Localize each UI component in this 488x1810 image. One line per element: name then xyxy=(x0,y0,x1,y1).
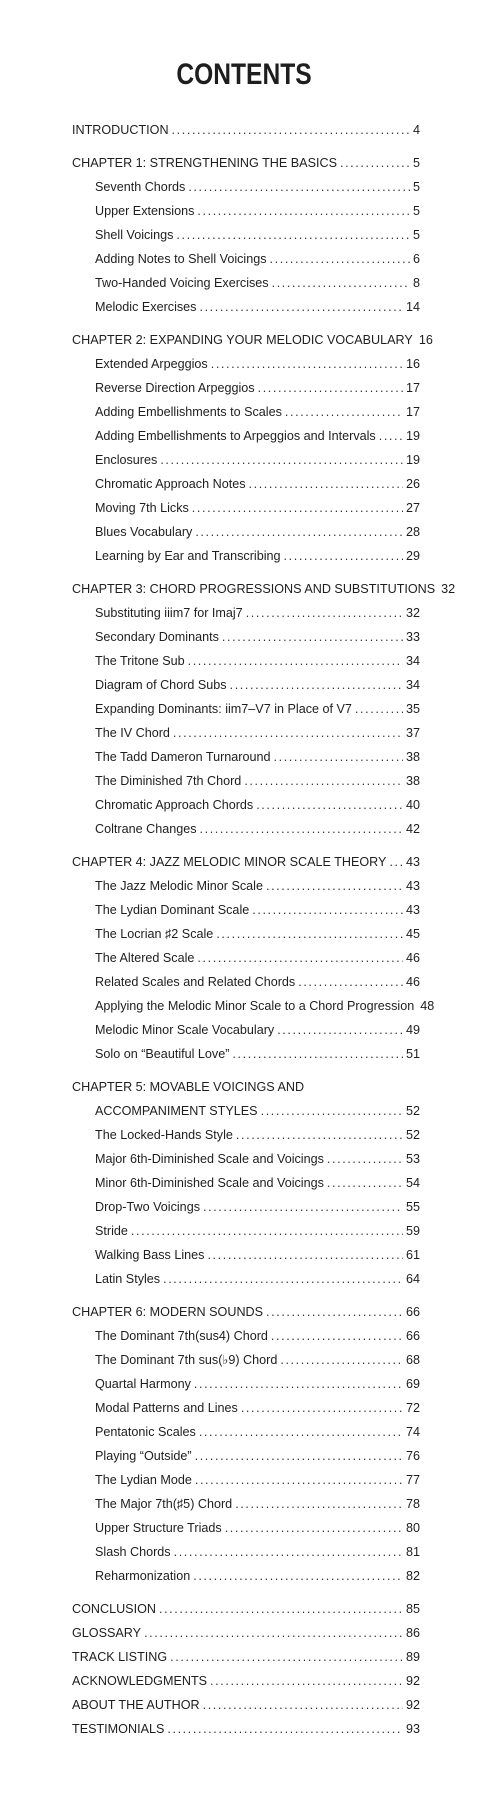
dot-leader xyxy=(188,649,403,673)
toc-subentry[interactable] xyxy=(72,745,420,769)
dot-leader xyxy=(210,1669,403,1693)
toc-page-number: 43 xyxy=(405,903,420,917)
toc-page-number: 64 xyxy=(405,1272,420,1286)
toc-entry-title: Stride xyxy=(95,1224,128,1238)
toc-page-number: 5 xyxy=(412,228,420,242)
toc-page-number: 66 xyxy=(405,1305,420,1319)
toc-page-number: 34 xyxy=(405,678,420,692)
toc-page-number: 59 xyxy=(405,1224,420,1238)
toc-subentry[interactable] xyxy=(72,247,420,271)
toc-entry-title: ABOUT THE AUTHOR xyxy=(72,1698,200,1712)
dot-leader xyxy=(340,151,410,175)
dot-leader xyxy=(173,721,403,745)
dot-leader xyxy=(216,922,403,946)
toc-page-number: 33 xyxy=(405,630,420,644)
toc-subentry[interactable] xyxy=(72,1324,420,1348)
toc-section xyxy=(72,1300,420,1588)
toc-subentry[interactable] xyxy=(72,352,420,376)
toc-page-number: 43 xyxy=(405,855,420,869)
toc-entry-title: Expanding Dominants: iim7–V7 in Place of V7 xyxy=(95,702,352,716)
toc-page-number: 16 xyxy=(418,333,433,347)
toc-entry-title: Moving 7th Licks xyxy=(95,501,189,515)
toc-section xyxy=(72,577,456,841)
toc-subentry[interactable] xyxy=(72,223,420,247)
dot-leader xyxy=(258,376,403,400)
toc-heading-entry[interactable] xyxy=(72,1717,420,1741)
toc-entry-title: The Altered Scale xyxy=(95,951,195,965)
dot-leader xyxy=(197,946,403,970)
dot-leader xyxy=(284,544,403,568)
toc-subentry[interactable] xyxy=(72,199,420,223)
toc-subentry[interactable] xyxy=(72,1564,420,1588)
toc-entry-title: The Dominant 7th(sus4) Chord xyxy=(95,1329,268,1343)
toc-entry-title: The Locrian ♯2 Scale xyxy=(95,927,214,941)
toc-entry-title: Walking Bass Lines xyxy=(95,1248,205,1262)
dot-leader xyxy=(266,1300,403,1324)
toc-page-number: 69 xyxy=(405,1377,420,1391)
toc-entry-title: TESTIMONIALS xyxy=(72,1722,165,1736)
toc-entry-title: CHAPTER 3: CHORD PROGRESSIONS AND SUBSTITUTIONS xyxy=(72,582,436,596)
toc-entry-title: INTRODUCTION xyxy=(72,123,169,137)
dot-leader xyxy=(232,1042,403,1066)
toc-page-number: 92 xyxy=(405,1674,420,1688)
toc-page-number: 52 xyxy=(405,1104,420,1118)
toc-page-number: 61 xyxy=(405,1248,420,1262)
toc-entry-title: The Tadd Dameron Turnaround xyxy=(95,750,271,764)
toc-heading-entry[interactable] xyxy=(72,118,420,142)
toc-entry-title: Slash Chords xyxy=(95,1545,171,1559)
dot-leader xyxy=(160,448,403,472)
toc-subentry[interactable] xyxy=(72,520,420,544)
toc-entry-title: Secondary Dominants xyxy=(95,630,219,644)
toc-page-number: 72 xyxy=(405,1401,420,1415)
dot-leader xyxy=(252,898,403,922)
toc-page-number: 38 xyxy=(405,774,420,788)
toc-subentry[interactable] xyxy=(72,793,420,817)
toc-subentry[interactable] xyxy=(72,1171,420,1195)
toc-entry-title: Chromatic Approach Chords xyxy=(95,798,254,812)
dot-leader xyxy=(176,223,410,247)
toc-subentry[interactable] xyxy=(72,697,420,721)
toc-entry-title: ACKNOWLEDGMENTS xyxy=(72,1674,208,1688)
dot-leader xyxy=(188,175,410,199)
toc-entry-title: The Locked-Hands Style xyxy=(95,1128,233,1142)
toc-entry-title: Diagram of Chord Subs xyxy=(95,678,227,692)
toc-entry-title: CHAPTER 6: MODERN SOUNDS xyxy=(72,1305,264,1319)
toc-entry-title: The Dominant 7th sus(♭9) Chord xyxy=(95,1353,278,1367)
toc-page-number: 76 xyxy=(405,1449,420,1463)
dot-leader xyxy=(163,1267,403,1291)
toc-page-number: 80 xyxy=(405,1521,420,1535)
dot-leader xyxy=(195,1468,403,1492)
dot-leader xyxy=(230,673,403,697)
toc-entry-title: Adding Notes to Shell Voicings xyxy=(95,252,267,266)
dot-leader xyxy=(249,472,403,496)
toc-entry-title: The Jazz Melodic Minor Scale xyxy=(95,879,263,893)
toc-entry-title: Drop-Two Voicings xyxy=(95,1200,200,1214)
toc-entry-title: Chromatic Approach Notes xyxy=(95,477,246,491)
toc-subentry[interactable] xyxy=(72,1147,420,1171)
toc-entry-title: Quartal Harmony xyxy=(95,1377,191,1391)
dot-leader xyxy=(298,970,403,994)
toc-entry-title: Playing “Outside” xyxy=(95,1449,192,1463)
toc-page-number: 4 xyxy=(412,123,420,137)
dot-leader xyxy=(355,697,403,721)
toc-subentry[interactable] xyxy=(72,1372,420,1396)
toc-heading-entry[interactable] xyxy=(72,328,433,352)
dot-leader xyxy=(222,625,403,649)
dot-leader xyxy=(266,874,403,898)
toc-subentry[interactable] xyxy=(72,472,420,496)
toc-entry-title: Reharmonization xyxy=(95,1569,191,1583)
toc-entry-title: Solo on “Beautiful Love” xyxy=(95,1047,230,1061)
toc-entry-title: Upper Structure Triads xyxy=(95,1521,222,1535)
toc-entry-title: Melodic Exercises xyxy=(95,300,197,314)
toc-entry-title: CHAPTER 5: MOVABLE VOICINGS AND xyxy=(72,1080,305,1094)
toc-entry-title: TRACK LISTING xyxy=(72,1650,168,1664)
dot-leader xyxy=(199,1420,403,1444)
toc-subentry[interactable] xyxy=(72,376,420,400)
toc-entry-title: Melodic Minor Scale Vocabulary xyxy=(95,1023,275,1037)
toc-subentry[interactable] xyxy=(72,175,420,199)
toc-subentry[interactable] xyxy=(72,1396,420,1420)
toc-heading-entry[interactable] xyxy=(72,1669,420,1693)
dot-leader xyxy=(246,601,403,625)
toc-page-number: 40 xyxy=(405,798,420,812)
toc-page-number: 78 xyxy=(405,1497,420,1511)
toc-page-number: 37 xyxy=(405,726,420,740)
toc-page-number: 49 xyxy=(405,1023,420,1037)
dot-leader xyxy=(277,1018,403,1042)
toc-subentry[interactable] xyxy=(72,1468,420,1492)
dot-leader xyxy=(195,520,403,544)
toc-heading-entry[interactable] xyxy=(72,1645,420,1669)
dot-leader xyxy=(236,1123,403,1147)
dot-leader xyxy=(270,247,410,271)
toc-entry-title: The IV Chord xyxy=(95,726,170,740)
toc-entry-title: CHAPTER 2: EXPANDING YOUR MELODIC VOCABULARY xyxy=(72,333,413,347)
toc-entry-title: Learning by Ear and Transcribing xyxy=(95,549,281,563)
page-title: CONTENTS xyxy=(176,58,312,92)
dot-leader xyxy=(194,1372,403,1396)
toc-subentry[interactable] xyxy=(72,874,420,898)
toc-page-number: 16 xyxy=(405,357,420,371)
toc-section xyxy=(72,1075,420,1291)
dot-leader xyxy=(193,1564,403,1588)
dot-leader xyxy=(199,295,403,319)
toc-heading-entry[interactable] xyxy=(72,577,456,601)
table-of-contents xyxy=(72,118,456,1750)
dot-leader xyxy=(200,817,403,841)
dot-leader xyxy=(131,1219,403,1243)
toc-page-number: 28 xyxy=(405,525,420,539)
toc-entry-title: Modal Patterns and Lines xyxy=(95,1401,238,1415)
dot-leader xyxy=(256,793,403,817)
toc-page-number: 43 xyxy=(405,879,420,893)
toc-subentry[interactable] xyxy=(72,769,420,793)
toc-page-number: 14 xyxy=(405,300,420,314)
toc-subentry[interactable] xyxy=(72,673,420,697)
dot-leader xyxy=(172,118,410,142)
toc-page-number: 86 xyxy=(405,1626,420,1640)
toc-page-number: 35 xyxy=(405,702,420,716)
dot-leader xyxy=(271,1324,403,1348)
toc-subentry[interactable] xyxy=(72,271,420,295)
toc-page-number: 93 xyxy=(405,1722,420,1736)
toc-page-number: 32 xyxy=(405,606,420,620)
toc-page-number: 53 xyxy=(405,1152,420,1166)
toc-page-number: 5 xyxy=(412,180,420,194)
toc-entry-title: Latin Styles xyxy=(95,1272,161,1286)
toc-section xyxy=(72,850,435,1066)
toc-subentry[interactable] xyxy=(72,970,420,994)
dot-leader xyxy=(195,1444,403,1468)
dot-leader xyxy=(144,1621,403,1645)
toc-entry-title: Minor 6th-Diminished Scale and Voicings xyxy=(95,1176,324,1190)
toc-entry-title: The Tritone Sub xyxy=(95,654,185,668)
toc-heading-entry[interactable] xyxy=(72,1621,420,1645)
dot-leader xyxy=(159,1597,403,1621)
toc-page-number: 19 xyxy=(405,453,420,467)
toc-subentry[interactable] xyxy=(72,1099,420,1123)
dot-leader xyxy=(192,496,403,520)
toc-entry-title: Blues Vocabulary xyxy=(95,525,193,539)
toc-subentry[interactable] xyxy=(72,1243,420,1267)
dot-leader xyxy=(261,1099,403,1123)
toc-section xyxy=(72,118,420,142)
toc-subentry[interactable] xyxy=(72,898,420,922)
toc-entry-title: The Diminished 7th Chord xyxy=(95,774,242,788)
dot-leader xyxy=(211,352,403,376)
toc-heading-entry[interactable] xyxy=(72,1300,420,1324)
dot-leader xyxy=(280,1348,403,1372)
toc-entry-title: Adding Embellishments to Scales xyxy=(95,405,282,419)
toc-page-number: 19 xyxy=(405,429,420,443)
toc-page-number: 68 xyxy=(405,1353,420,1367)
dot-leader xyxy=(174,1540,403,1564)
toc-subentry[interactable] xyxy=(72,1516,420,1540)
toc-subentry[interactable] xyxy=(72,1123,420,1147)
toc-page-number: 17 xyxy=(405,405,420,419)
toc-entry-title: CHAPTER 4: JAZZ MELODIC MINOR SCALE THEORY xyxy=(72,855,387,869)
toc-entry-title: The Lydian Mode xyxy=(95,1473,192,1487)
toc-entry-title: The Major 7th(♯5) Chord xyxy=(95,1497,233,1511)
toc-heading-entry[interactable] xyxy=(72,850,420,874)
toc-page-number: 27 xyxy=(405,501,420,515)
toc-page-number: 38 xyxy=(405,750,420,764)
toc-heading-entry[interactable] xyxy=(72,151,420,175)
dot-leader xyxy=(197,199,410,223)
toc-subentry[interactable] xyxy=(72,721,420,745)
toc-subentry[interactable] xyxy=(72,1420,420,1444)
toc-page-number: 45 xyxy=(405,927,420,941)
dot-leader xyxy=(203,1693,403,1717)
toc-subentry[interactable] xyxy=(72,1540,420,1564)
toc-subentry[interactable] xyxy=(72,295,420,319)
toc-page-number: 51 xyxy=(405,1047,420,1061)
toc-entry-title: Pentatonic Scales xyxy=(95,1425,196,1439)
toc-subentry[interactable] xyxy=(72,922,420,946)
toc-heading-entry[interactable] xyxy=(72,1075,420,1099)
toc-entry-title: Major 6th-Diminished Scale and Voicings xyxy=(95,1152,324,1166)
dot-leader xyxy=(389,850,403,874)
toc-subentry[interactable] xyxy=(72,649,420,673)
toc-entry-title: Upper Extensions xyxy=(95,204,195,218)
toc-subentry[interactable] xyxy=(72,625,420,649)
toc-page-number: 29 xyxy=(405,549,420,563)
toc-subentry[interactable] xyxy=(72,1348,420,1372)
toc-subentry[interactable] xyxy=(72,946,420,970)
toc-page-number: 81 xyxy=(405,1545,420,1559)
toc-page-number: 34 xyxy=(405,654,420,668)
toc-page-number: 54 xyxy=(405,1176,420,1190)
toc-subentry[interactable] xyxy=(72,1267,420,1291)
dot-leader xyxy=(327,1147,403,1171)
toc-entry-title: Applying the Melodic Minor Scale to a Chord Progression xyxy=(95,999,415,1013)
toc-subentry[interactable] xyxy=(72,448,420,472)
toc-subentry[interactable] xyxy=(72,994,435,1018)
toc-subentry[interactable] xyxy=(72,544,420,568)
toc-page-number: 6 xyxy=(412,252,420,266)
toc-page-number: 32 xyxy=(441,582,456,596)
dot-leader xyxy=(167,1717,403,1741)
toc-page-number: 17 xyxy=(405,381,420,395)
dot-leader xyxy=(203,1195,403,1219)
toc-subentry[interactable] xyxy=(72,496,420,520)
dot-leader xyxy=(274,745,403,769)
dot-leader xyxy=(207,1243,403,1267)
toc-heading-entry[interactable] xyxy=(72,1597,420,1621)
dot-leader xyxy=(379,424,403,448)
dot-leader xyxy=(244,769,403,793)
dot-leader xyxy=(327,1171,403,1195)
toc-section xyxy=(72,1597,420,1741)
toc-subentry[interactable] xyxy=(72,424,420,448)
toc-page-number: 52 xyxy=(405,1128,420,1142)
toc-entry-title: CHAPTER 1: STRENGTHENING THE BASICS xyxy=(72,156,337,170)
toc-page-number: 82 xyxy=(405,1569,420,1583)
toc-page-number: 66 xyxy=(405,1329,420,1343)
toc-entry-title: Shell Voicings xyxy=(95,228,174,242)
toc-entry-title: CONCLUSION xyxy=(72,1602,156,1616)
toc-entry-title: The Lydian Dominant Scale xyxy=(95,903,250,917)
toc-subentry[interactable] xyxy=(72,1492,420,1516)
toc-page-number: 46 xyxy=(405,975,420,989)
toc-entry-title: Adding Embellishments to Arpeggios and Intervals xyxy=(95,429,376,443)
dot-leader xyxy=(170,1645,403,1669)
toc-page-number: 8 xyxy=(412,276,420,290)
toc-entry-title: GLOSSARY xyxy=(72,1626,142,1640)
toc-section xyxy=(72,151,420,319)
toc-subentry[interactable] xyxy=(72,1219,420,1243)
toc-page-number: 55 xyxy=(405,1200,420,1214)
toc-entry-title: Enclosures xyxy=(95,453,158,467)
toc-entry-title: Seventh Chords xyxy=(95,180,186,194)
toc-page-number: 5 xyxy=(412,204,420,218)
toc-entry-title: Related Scales and Related Chords xyxy=(95,975,296,989)
toc-page-number: 85 xyxy=(405,1602,420,1616)
toc-subentry[interactable] xyxy=(72,1444,420,1468)
toc-page-number: 46 xyxy=(405,951,420,965)
toc-page-number: 5 xyxy=(412,156,420,170)
toc-entry-title: Reverse Direction Arpeggios xyxy=(95,381,255,395)
toc-subentry[interactable] xyxy=(72,817,420,841)
toc-entry-title: Two-Handed Voicing Exercises xyxy=(95,276,269,290)
toc-page-number: 92 xyxy=(405,1698,420,1712)
toc-entry-title: ACCOMPANIMENT STYLES xyxy=(95,1104,258,1118)
dot-leader xyxy=(225,1516,403,1540)
toc-page-number: 74 xyxy=(405,1425,420,1439)
toc-subentry[interactable] xyxy=(72,400,420,424)
toc-subentry[interactable] xyxy=(72,1042,420,1066)
toc-section xyxy=(72,328,433,568)
toc-page-number: 89 xyxy=(405,1650,420,1664)
dot-leader xyxy=(241,1396,403,1420)
dot-leader xyxy=(285,400,403,424)
toc-subentry[interactable] xyxy=(72,1195,420,1219)
toc-heading-entry[interactable] xyxy=(72,1693,420,1717)
toc-subentry[interactable] xyxy=(72,1018,420,1042)
toc-page-number: 48 xyxy=(420,999,435,1013)
toc-subentry[interactable] xyxy=(72,601,420,625)
toc-page-number: 26 xyxy=(405,477,420,491)
toc-page-number: 77 xyxy=(405,1473,420,1487)
toc-entry-title: Substituting iiim7 for Imaj7 xyxy=(95,606,243,620)
toc-entry-title: Extended Arpeggios xyxy=(95,357,208,371)
dot-leader xyxy=(235,1492,403,1516)
toc-page-number: 42 xyxy=(405,822,420,836)
dot-leader xyxy=(272,271,410,295)
toc-entry-title: Coltrane Changes xyxy=(95,822,197,836)
